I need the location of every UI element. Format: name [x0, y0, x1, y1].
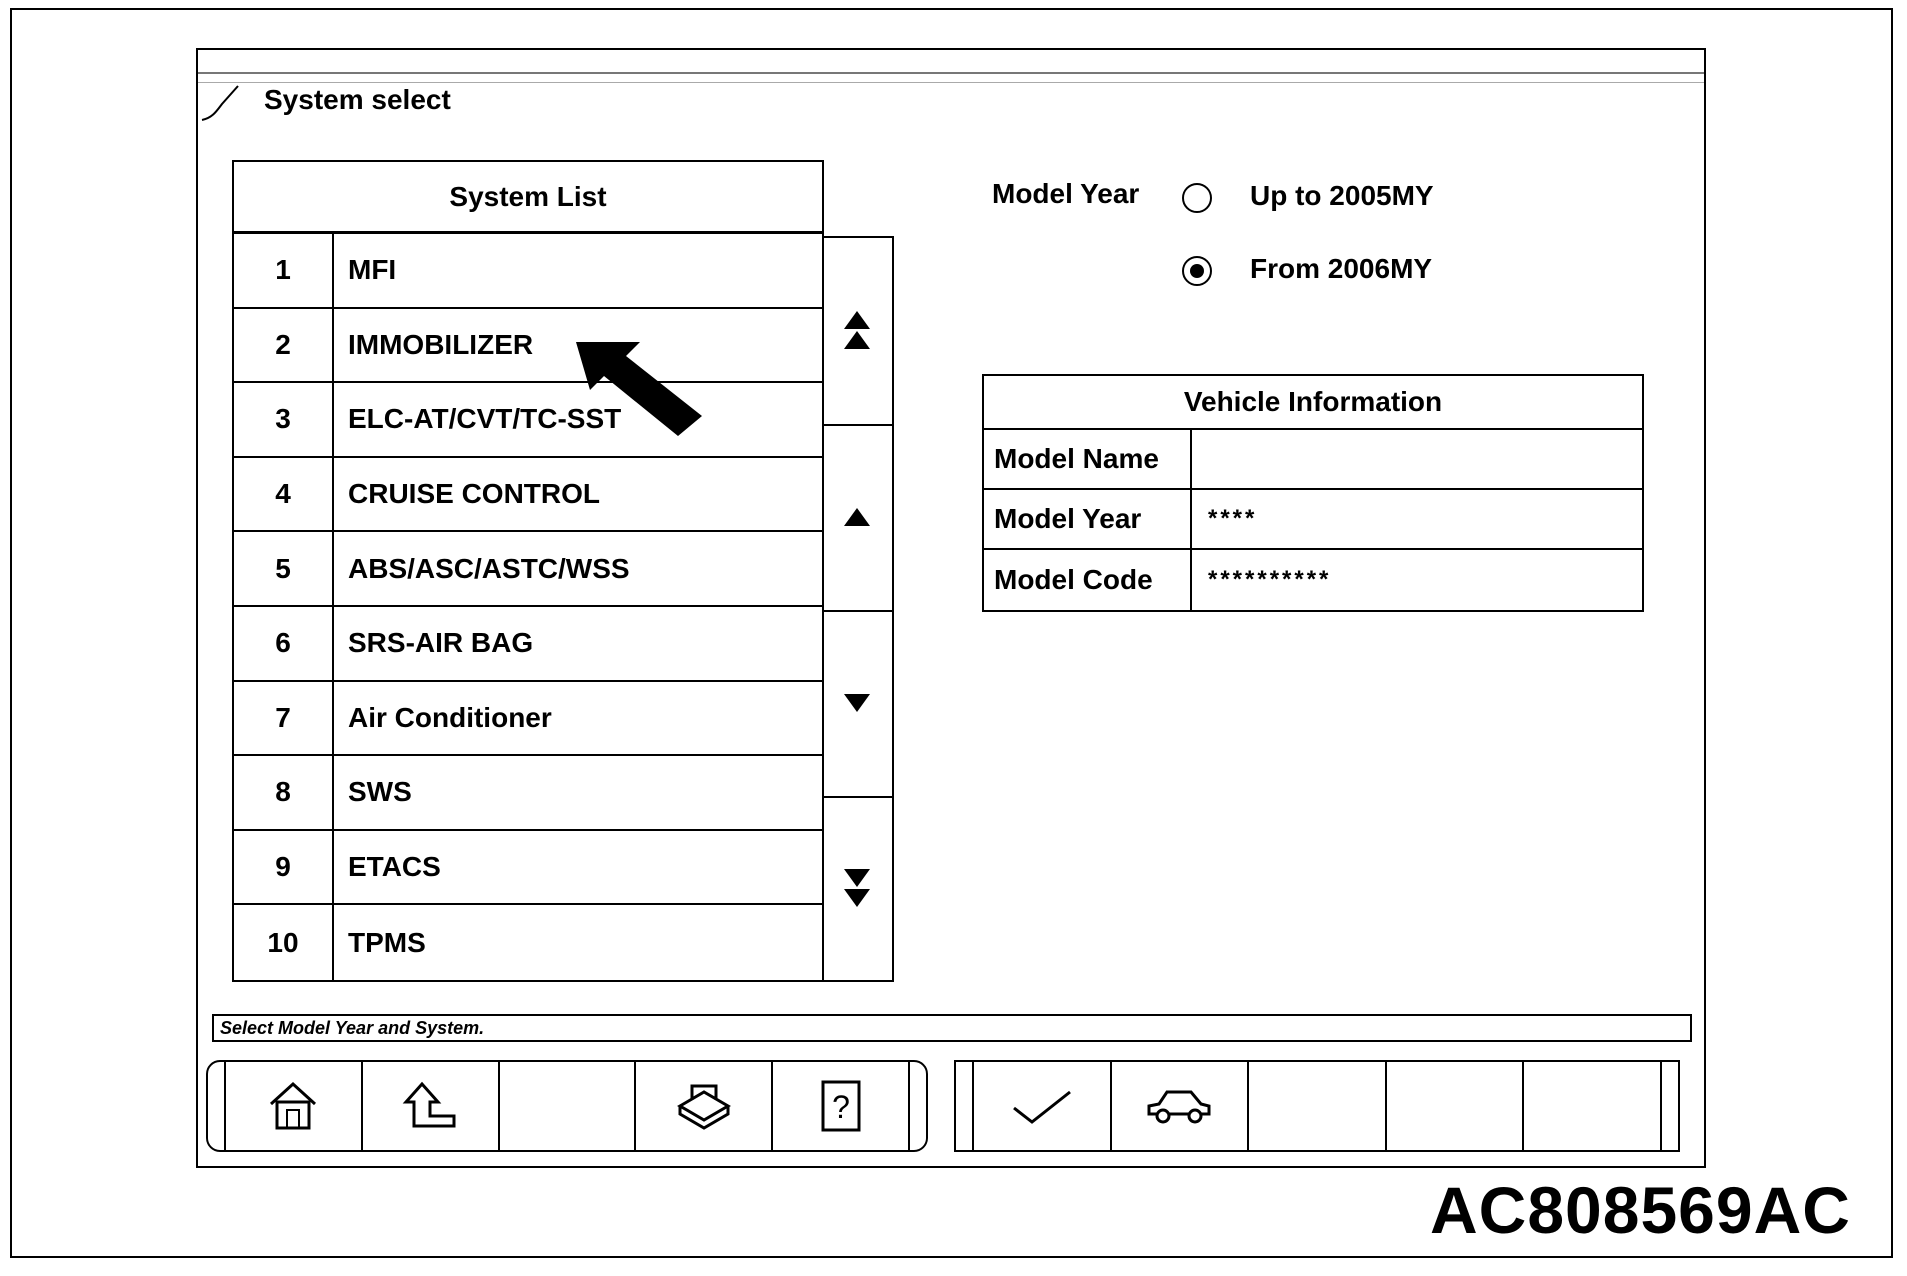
system-list-header: System List	[234, 162, 822, 234]
model-year-field-label: Model Year	[984, 490, 1192, 548]
up-arrow-icon	[842, 506, 872, 528]
vehicle-info-row	[984, 490, 1642, 550]
vehicle-information-table	[982, 374, 1644, 612]
back-button[interactable]	[363, 1062, 500, 1150]
model-code-label: Model Code	[984, 550, 1192, 610]
scroll-page-up-button[interactable]	[822, 238, 892, 426]
row-number: 1	[234, 234, 334, 307]
scroll-page-down-button[interactable]	[822, 796, 892, 982]
home-button[interactable]	[224, 1062, 363, 1150]
row-name: MFI	[348, 254, 397, 286]
back-icon	[400, 1078, 460, 1134]
svg-text:?: ?	[831, 1089, 850, 1125]
system-row-6[interactable]	[234, 607, 822, 682]
down-arrow-icon	[842, 692, 872, 714]
double-up-arrow-icon	[842, 309, 872, 353]
toolbar-right	[954, 1060, 1680, 1152]
row-name: TPMS	[348, 926, 426, 958]
double-down-arrow-icon	[842, 867, 872, 911]
toolbar-blank-button[interactable]	[1387, 1062, 1525, 1150]
vehicle-information-header: Vehicle Information	[984, 376, 1642, 430]
row-number: 5	[234, 532, 334, 605]
print-button[interactable]	[636, 1062, 773, 1150]
row-number: 6	[234, 607, 334, 680]
system-row-5[interactable]	[234, 532, 822, 607]
model-code-value: **********	[1208, 566, 1332, 593]
car-icon	[1143, 1084, 1215, 1128]
row-name: SRS-AIR BAG	[348, 627, 534, 659]
row-name: SWS	[348, 776, 412, 808]
scroll-up-button[interactable]	[822, 424, 892, 612]
system-row-1[interactable]	[234, 234, 822, 309]
toolbar-blank-button[interactable]	[500, 1062, 637, 1150]
title-tab-decoration	[200, 82, 260, 122]
vehicle-info-row	[984, 550, 1642, 610]
row-number: 10	[234, 905, 334, 980]
vehicle-button[interactable]	[1112, 1062, 1250, 1150]
row-name: ETACS	[348, 851, 441, 883]
check-icon	[1010, 1086, 1074, 1126]
option-label-from-2006my: From 2006MY	[1250, 253, 1433, 284]
toolbar-blank-button[interactable]	[1524, 1062, 1662, 1150]
row-number: 9	[234, 831, 334, 904]
system-row-9[interactable]	[234, 831, 822, 906]
status-message: Select Model Year and System.	[212, 1014, 1692, 1042]
model-name-label: Model Name	[984, 430, 1192, 488]
system-row-3[interactable]	[234, 383, 822, 458]
row-number: 4	[234, 458, 334, 531]
system-row-10[interactable]	[234, 905, 822, 980]
system-row-8[interactable]	[234, 756, 822, 831]
toolbar-left	[206, 1060, 928, 1152]
print-icon	[674, 1078, 734, 1134]
help-icon	[817, 1078, 865, 1134]
row-number: 2	[234, 309, 334, 382]
pointer-arrow-icon	[574, 338, 704, 438]
row-number: 7	[234, 682, 334, 755]
figure-code: AC808569AC	[1430, 1173, 1851, 1247]
row-name: CRUISE CONTROL	[348, 478, 600, 510]
home-icon	[265, 1078, 321, 1134]
model-year-label: Model Year	[992, 178, 1140, 209]
confirm-button[interactable]	[972, 1062, 1112, 1150]
radio-from-2006my[interactable]	[1182, 256, 1212, 286]
system-row-4[interactable]	[234, 458, 822, 533]
help-button[interactable]	[773, 1062, 910, 1150]
option-label-up-to-2005my: Up to 2005MY	[1250, 180, 1434, 211]
row-name: ABS/ASC/ASTC/WSS	[348, 552, 630, 584]
vehicle-info-row	[984, 430, 1642, 490]
page-title: System select	[264, 84, 451, 115]
row-name: Air Conditioner	[348, 701, 552, 733]
row-name: ELC-AT/CVT/TC-SST	[348, 403, 622, 435]
system-select-screen	[196, 48, 1706, 1168]
row-number: 3	[234, 383, 334, 456]
toolbar-blank-button[interactable]	[1249, 1062, 1387, 1150]
system-list	[232, 160, 824, 982]
row-number: 8	[234, 756, 334, 829]
list-scrollbar	[822, 236, 894, 982]
system-row-7[interactable]	[234, 682, 822, 757]
row-name: IMMOBILIZER	[348, 328, 534, 360]
model-name-value	[1192, 430, 1642, 488]
model-year-value: ****	[1208, 505, 1258, 532]
radio-up-to-2005my[interactable]	[1182, 183, 1212, 213]
system-row-2[interactable]	[234, 309, 822, 384]
scroll-down-button[interactable]	[822, 610, 892, 798]
